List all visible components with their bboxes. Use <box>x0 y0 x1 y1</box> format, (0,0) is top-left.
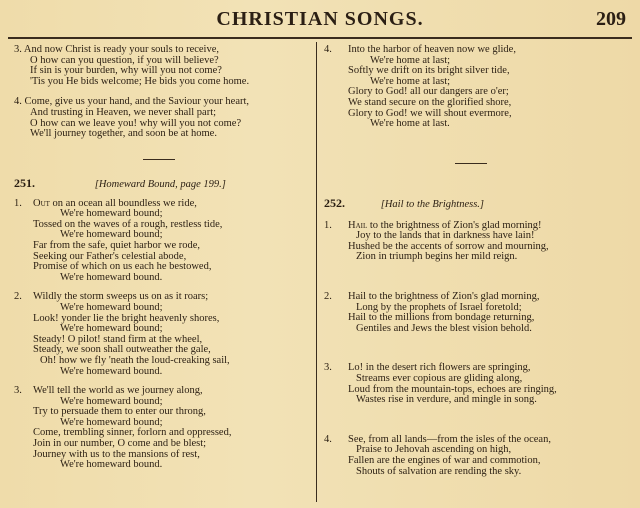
verse-line: O how can we leave you! why will you not come? <box>30 117 242 129</box>
verse-line: Join in our number, O come and be blest; <box>33 438 207 450</box>
verse-line: We're homeward bound; <box>60 301 163 313</box>
stanza <box>324 292 630 334</box>
verse-line: Come, trembling sinner, forlorn and oppressed, <box>33 427 232 439</box>
verse-line: 'Tis you He bids welcome; He bids you come home. <box>30 75 250 87</box>
verse-line: And trusting in Heaven, we never shall part; <box>30 106 217 118</box>
stanza <box>14 386 310 471</box>
verse-line: Softly we drift on its bright silver tide, <box>348 65 510 77</box>
verse-line: Steady, we soon shall outweather the gale, <box>33 344 211 356</box>
stanza-number: 3. <box>14 385 22 397</box>
verse-line: If sin is your burden, why will you not come? <box>30 65 222 77</box>
verse-line: Shouts of salvation are rending the sky. <box>356 465 522 477</box>
verse-line: We're home at last; <box>370 75 451 87</box>
verse-line: O how can you question, if you will believe? <box>30 54 219 66</box>
first-word: Hail <box>348 219 368 231</box>
hymn-heading <box>14 178 310 191</box>
left-section-separator <box>143 159 175 160</box>
right-section-separator <box>455 163 487 164</box>
stanza <box>324 45 630 130</box>
verse-line: Try to persuade them to enter our throng, <box>33 406 206 418</box>
stanza-number: 3. <box>324 362 332 374</box>
verse-line: We're homeward bound. <box>60 365 163 377</box>
verse-line: Oh! how we fly 'neath the loud-creaking sail, <box>40 354 230 366</box>
verse-line: Zion in triumph begins her mild reign. <box>356 251 518 263</box>
verse-line: to the brightness of Zion's glad morning! <box>369 219 542 231</box>
column-divider <box>316 42 317 502</box>
verse-line: 3. And now Christ is ready your souls to receive, <box>14 44 220 55</box>
stanza-number: 1. <box>324 219 332 231</box>
verse-line: We'll tell the world as we journey along, <box>33 385 203 397</box>
verse-line: We're homeward bound; <box>60 208 163 220</box>
verse-line: Fallen are the engines of war and commotion, <box>348 454 541 466</box>
verse-line: Hushed be the accents of sorrow and mourning, <box>348 240 549 252</box>
hymn-number: 252. <box>324 196 345 210</box>
verse-line: Promise of which on us each he bestowed, <box>33 261 212 273</box>
stanza <box>324 363 630 405</box>
stanza-number: 1. <box>14 197 22 209</box>
verse-line: We're homeward bound; <box>60 395 163 407</box>
stanza <box>14 199 310 284</box>
verse-line: Wildly the storm sweeps us on as it roars; <box>33 291 209 303</box>
verse-line: Lo! in the desert rich flowers are springing, <box>348 362 531 374</box>
hymn-252 <box>324 198 630 477</box>
page-number: 209 <box>596 8 626 30</box>
verse-line: Gentiles and Jews the blest vision behold. <box>356 322 532 334</box>
stanza-number: 2. <box>324 290 332 302</box>
hymn-251 <box>14 178 310 471</box>
verse-line: See, from all lands—from the isles of the ocean, <box>348 433 551 445</box>
left-top-stanzas <box>14 45 310 140</box>
verse-line: We're home at last; <box>370 54 451 66</box>
stanza <box>14 97 310 139</box>
verse-line: on an ocean all boundless we ride, <box>52 197 197 209</box>
verse-line: Long by the prophets of Israel foretold; <box>356 301 522 313</box>
verse-line: 4. Come, give us your hand, and the Saviour your heart, <box>14 96 250 108</box>
stanza <box>324 221 630 263</box>
verse-line: We're homeward bound; <box>60 323 163 335</box>
verse-line: Hail to the brightness of Zion's glad morning, <box>348 290 540 302</box>
stanza <box>14 292 310 377</box>
verse-line: We're homeward bound; <box>60 229 163 241</box>
verse-line: Journey with us to the mansions of rest, <box>33 448 200 460</box>
verse-line: We stand secure on the glorified shore, <box>348 96 512 108</box>
verse-line: Loud from the mountain-tops, echoes are ringing, <box>348 383 557 395</box>
page-title: CHRISTIAN SONGS. <box>216 8 424 30</box>
verse-line: We're home at last. <box>370 118 450 130</box>
verse-line: Glory to God! all our dangers are o'er; <box>348 86 509 98</box>
stanza-number: 2. <box>14 291 22 303</box>
verse-line: Wastes rise in verdure, and mingle in song. <box>356 394 537 406</box>
verse-line: Praise to Jehovah ascending on high, <box>356 444 512 456</box>
verse-line: We'll journey together, and soon be at home. <box>30 128 217 140</box>
verse-line: We're homeward bound. <box>60 271 163 283</box>
hymn-heading <box>324 198 630 211</box>
stanza-number: 4. <box>324 44 332 55</box>
verse-line: Tossed on the waves of a rough, restless tide, <box>33 218 223 230</box>
hymn-number: 251. <box>14 176 35 190</box>
verse-line: Far from the safe, quiet harbor we rode, <box>33 239 201 251</box>
verse-line: Seeking our Father's celestial abode, <box>33 250 187 262</box>
verse-line: Look! yonder lie the bright heavenly shores, <box>33 312 220 324</box>
stanza <box>14 45 310 87</box>
verse-line: Hail to the millions from bondage returning, <box>348 312 535 324</box>
verse-line: We're homeward bound. <box>60 459 163 471</box>
hymn-tune-reference: [Homeward Bound, page 199.] <box>94 179 226 190</box>
hymn-tune-reference: [Hail to the Brightness.] <box>380 199 485 210</box>
stanza <box>324 435 630 477</box>
verse-line: Into the harbor of heaven now we glide, <box>348 44 516 55</box>
verse-line: Glory to God! we will shout evermore, <box>348 107 512 119</box>
right-top-stanza <box>324 45 630 130</box>
verse-line: Joy to the lands that in darkness have lain! <box>356 230 535 242</box>
verse-line: We're homeward bound; <box>60 416 163 428</box>
stanza-number: 4. <box>324 433 332 445</box>
first-word: Out <box>33 197 50 209</box>
header-rule <box>8 37 632 39</box>
verse-line: Streams ever copious are gliding along, <box>356 372 523 384</box>
verse-line: Steady! O pilot! stand firm at the wheel, <box>33 333 203 345</box>
